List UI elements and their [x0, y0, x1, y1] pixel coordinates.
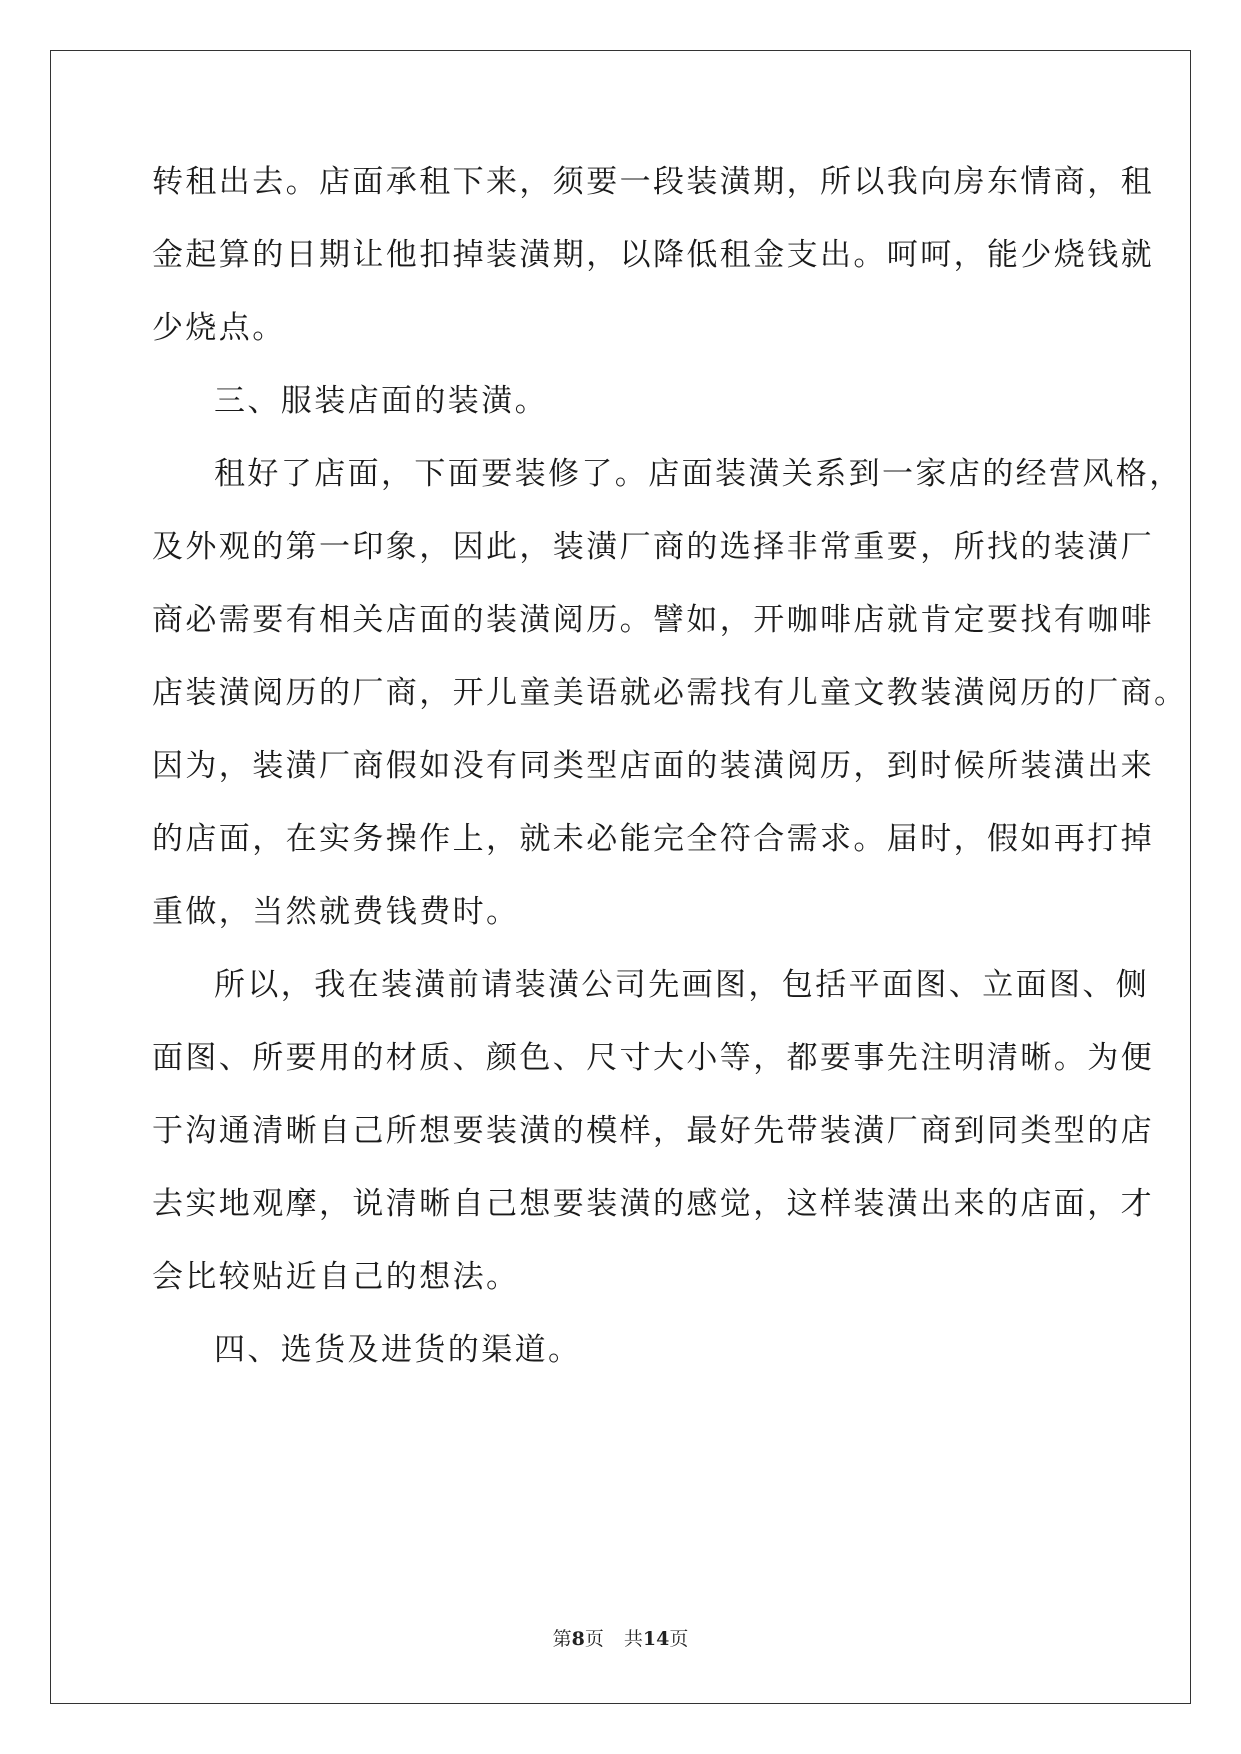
page-suffix: 页	[584, 1628, 604, 1650]
text-line: 的店面，在实务操作上，就未必能完全符合需求。届时，假如再打掉	[152, 821, 1154, 857]
text-line: 商必需要有相关店面的装潢阅历。譬如，开咖啡店就肯定要找有咖啡	[152, 602, 1154, 638]
text-line: 于沟通清晰自己所想要装潢的模样，最好先带装潢厂商到同类型的店	[152, 1113, 1154, 1149]
page-footer	[0, 1626, 1241, 1652]
text-line: 租好了店面，下面要装修了。店面装潢关系到一家店的经营风格，	[214, 456, 1183, 492]
total-pages: 14	[642, 1628, 670, 1650]
text-line: 因为，装潢厂商假如没有同类型店面的装潢阅历，到时候所装潢出来	[152, 748, 1154, 784]
total-prefix: 共	[623, 1628, 643, 1650]
total-suffix: 页	[669, 1628, 689, 1650]
text-line: 及外观的第一印象，因此，装潢厂商的选择非常重要，所找的装潢厂	[152, 529, 1154, 565]
page-prefix: 第	[552, 1628, 572, 1650]
text-line: 重做，当然就费钱费时。	[152, 894, 520, 930]
text-line: 所以，我在装潢前请装潢公司先画图，包括平面图、立面图、侧	[214, 967, 1150, 1003]
text-line: 面图、所要用的材质、颜色、尺寸大小等，都要事先注明清晰。为便	[152, 1040, 1154, 1076]
text-line: 店装潢阅历的厂商，开儿童美语就必需找有儿童文教装潢阅历的厂商。	[152, 675, 1188, 711]
text-line: 转租出去。店面承租下来，须要一段装潢期，所以我向房东情商，租	[152, 164, 1154, 200]
page-number: 8	[571, 1628, 585, 1650]
text-line: 去实地观摩，说清晰自己想要装潢的感觉，这样装潢出来的店面，才	[152, 1186, 1154, 1222]
section-heading: 三、服装店面的装潢。	[214, 383, 548, 419]
page-border	[50, 50, 1191, 1704]
text-line: 少烧点。	[152, 310, 286, 346]
section-heading: 四、选货及进货的渠道。	[214, 1332, 582, 1368]
text-line: 会比较贴近自己的想法。	[152, 1259, 520, 1295]
text-line: 金起算的日期让他扣掉装潢期，以降低租金支出。呵呵，能少烧钱就	[152, 237, 1154, 273]
